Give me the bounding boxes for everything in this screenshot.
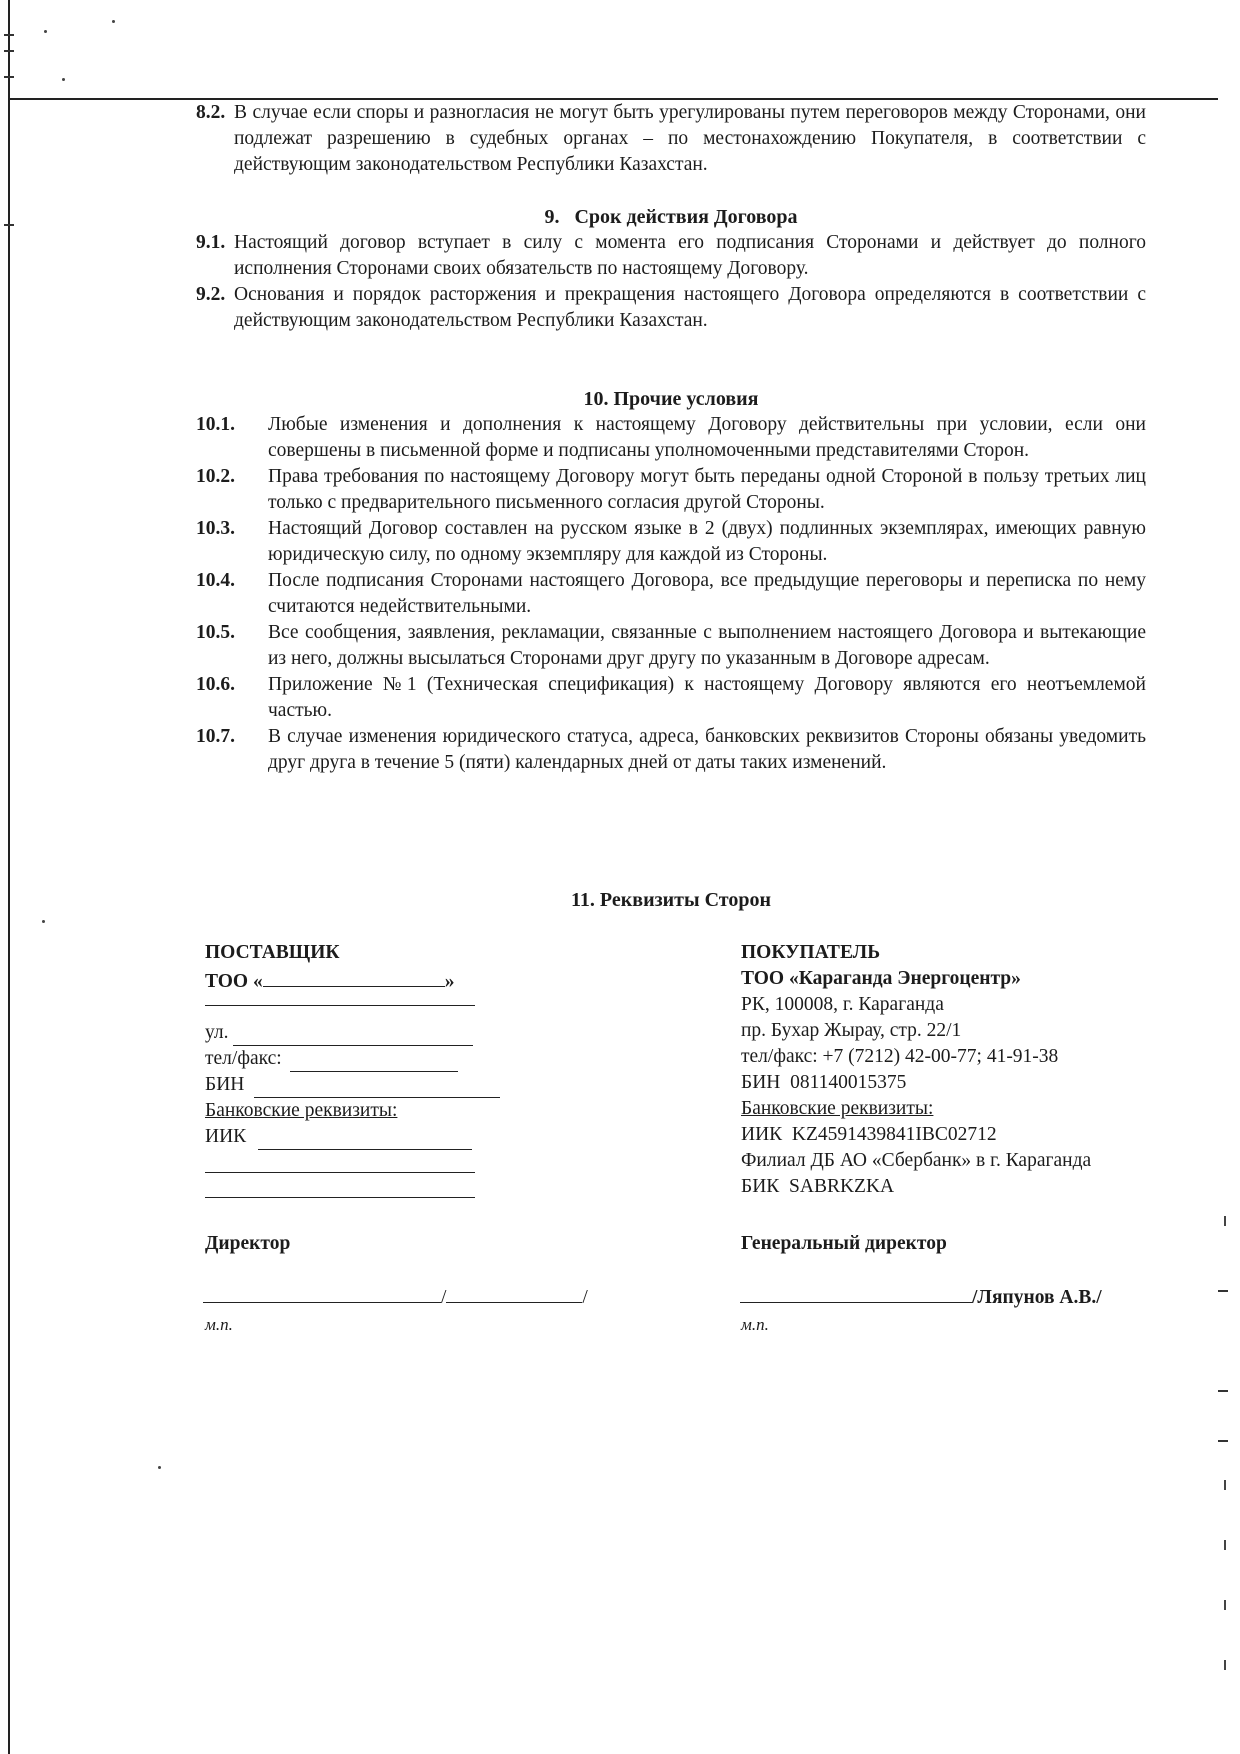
section-10-heading: 10. Прочие условия — [583, 388, 759, 410]
scan-speck — [62, 78, 65, 81]
name-blank — [446, 1282, 582, 1303]
buyer-bik: БИК SABRKZKA — [741, 1176, 895, 1197]
iik-label: ИИК — [205, 1126, 247, 1147]
supplier-heading: ПОСТАВЩИК — [205, 942, 340, 963]
scan-speck — [112, 20, 115, 23]
clause-10-6 — [196, 672, 1146, 724]
clause-text: Настоящий договор вступает в силу с момента его подписания Сторонами и действует до полного исполнения Сторонами своих обязательств по настоящему Договору. — [234, 232, 1146, 279]
clause-9-2 — [196, 282, 1146, 334]
scan-speck — [42, 920, 45, 923]
scan-mark — [1224, 1480, 1226, 1490]
phone-label: тел/факс: — [205, 1048, 282, 1069]
buyer-bank-label: Банковские реквизиты: — [741, 1098, 934, 1119]
scan-mark — [1224, 1660, 1226, 1670]
scan-mark — [1218, 1440, 1228, 1442]
clause-number: 10.2. — [196, 466, 235, 487]
supplier-org-prefix: ТОО « — [205, 971, 263, 992]
clause-10-1 — [196, 412, 1146, 464]
signature-blank — [203, 1282, 441, 1303]
clause-10-2 — [196, 464, 1146, 516]
supplier-details — [205, 940, 495, 1198]
scan-mark — [1224, 1540, 1226, 1550]
contract-text — [196, 100, 1146, 776]
buyer-org: ТОО «Караганда Энергоцентр» — [741, 968, 1021, 989]
clause-9-1 — [196, 230, 1146, 282]
slash: / — [582, 1287, 588, 1308]
scan-speck — [158, 1466, 161, 1469]
clause-number: 10.1. — [196, 414, 235, 435]
buyer-address-line-2: пр. Бухар Жырау, стр. 22/1 — [741, 1020, 962, 1041]
clause-number: 9.2. — [196, 284, 226, 305]
iik-blank — [258, 1129, 472, 1150]
scan-speck — [44, 30, 47, 33]
clause-text: Основания и порядок расторжения и прекращения настоящего Договора определяются в соответствии с действующим законодательством Республики Казахстан. — [234, 284, 1146, 331]
supplier-bin — [205, 1072, 495, 1098]
clause-number: 10.5. — [196, 622, 235, 643]
buyer-heading: ПОКУПАТЕЛЬ — [741, 942, 881, 963]
bin-label: БИН — [205, 1074, 245, 1095]
clause-10-5 — [196, 620, 1146, 672]
clause-10-4 — [196, 568, 1146, 620]
scan-mark — [4, 224, 14, 226]
clause-text: Права требования по настоящему Договору могут быть переданы одной Стороной в пользу третьих лиц только с предварительного письменного согласия другой Стороны. — [268, 466, 1146, 513]
supplier-signature-line — [203, 1282, 603, 1312]
clause-number: 8.2. — [196, 102, 226, 123]
clause-number: 10.4. — [196, 570, 235, 591]
clause-text: В случае изменения юридического статуса, адреса, банковских реквизитов Стороны обязаны уведомить друг друга в течение 5 (пяти) календарных дней от даты таких изменений. — [268, 726, 1146, 773]
bin-blank — [254, 1077, 500, 1098]
buyer-stamp-place: м.п. — [741, 1315, 769, 1334]
supplier-stamp-place: м.п. — [205, 1315, 233, 1334]
supplier-iik — [205, 1124, 495, 1150]
supplier-street — [205, 1020, 495, 1046]
signature-blank — [740, 1282, 972, 1303]
buyer-bin: БИН 081140015375 — [741, 1072, 907, 1093]
clause-text: Любые изменения и дополнения к настоящему Договору действительны при условии, если они совершены в письменной форме и подписаны уполномоченными представителями Сторон. — [268, 414, 1146, 461]
clause-text: Настоящий Договор составлен на русском языке в 2 (двух) подлинных экземплярах, имеющих равную юридическую силу, по одному экземпляру для каждой из Стороны. — [268, 518, 1146, 565]
buyer-details — [741, 940, 1161, 1200]
clause-10-3 — [196, 516, 1146, 568]
supplier-phone — [205, 1046, 495, 1072]
clause-10-7 — [196, 724, 1146, 776]
street-label: ул. — [205, 1022, 229, 1043]
buyer-address-line-1: РК, 100008, г. Караганда — [741, 994, 944, 1015]
clause-8-2 — [196, 100, 1146, 178]
supplier-org-blank — [263, 966, 445, 987]
clause-number: 10.3. — [196, 518, 235, 539]
supplier-org-suffix: » — [444, 971, 455, 992]
scan-left-border — [8, 0, 10, 1754]
clause-number: 10.6. — [196, 674, 235, 695]
scan-mark — [1218, 1390, 1228, 1392]
buyer-signature-line — [740, 1282, 1160, 1312]
street-blank — [233, 1025, 473, 1046]
scan-mark — [4, 50, 14, 52]
clause-text: После подписания Сторонами настоящего Договора, все предыдущие переговоры и переписка по нему считаются недействительными. — [268, 570, 1146, 617]
clause-text: В случае если споры и разногласия не могут быть урегулированы путем переговоров между Сторонами, они подлежат разрешению в судебных органах – по местонахождению Покупателя, в соответствии с действующим законодательством Республики Казахстан. — [234, 102, 1146, 175]
blank-line — [205, 1197, 475, 1198]
buyer-sign-title: Генеральный директор — [741, 1233, 947, 1254]
scan-mark — [4, 76, 14, 78]
buyer-signer-name: /Ляпунов А.В./ — [972, 1287, 1102, 1308]
supplier-bank-label: Банковские реквизиты: — [205, 1100, 398, 1121]
scan-mark — [4, 34, 14, 36]
scan-mark — [1218, 1290, 1228, 1292]
phone-blank — [290, 1051, 458, 1072]
clause-number: 9.1. — [196, 232, 226, 253]
buyer-iik: ИИК KZ4591439841IBC02712 — [741, 1124, 997, 1145]
buyer-phone: тел/факс: +7 (7212) 42-00-77; 41-91-38 — [741, 1046, 1059, 1067]
blank-line — [205, 1172, 475, 1173]
scan-mark — [1224, 1216, 1226, 1226]
blank-line — [205, 1005, 475, 1006]
scan-mark — [1224, 1600, 1226, 1610]
clause-number: 10.7. — [196, 726, 235, 747]
supplier-sign-title: Директор — [205, 1233, 291, 1254]
supplier-org — [205, 966, 495, 995]
section-11-heading: 11. Реквизиты Сторон — [571, 889, 771, 911]
clause-text: Все сообщения, заявления, рекламации, связанные с выполнением настоящего Договора и вытекающие из него, должны высылаться Сторонами друг другу по указанным в Договоре адресам. — [268, 622, 1146, 669]
section-9-heading: 9. Срок действия Договора — [544, 206, 798, 228]
buyer-bank-branch: Филиал ДБ АО «Сбербанк» в г. Караганда — [741, 1150, 1092, 1171]
clause-text: Приложение №1 (Техническая спецификация) к настоящему Договору являются его неотъемлемой частью. — [268, 674, 1146, 721]
slash: / — [441, 1287, 447, 1308]
